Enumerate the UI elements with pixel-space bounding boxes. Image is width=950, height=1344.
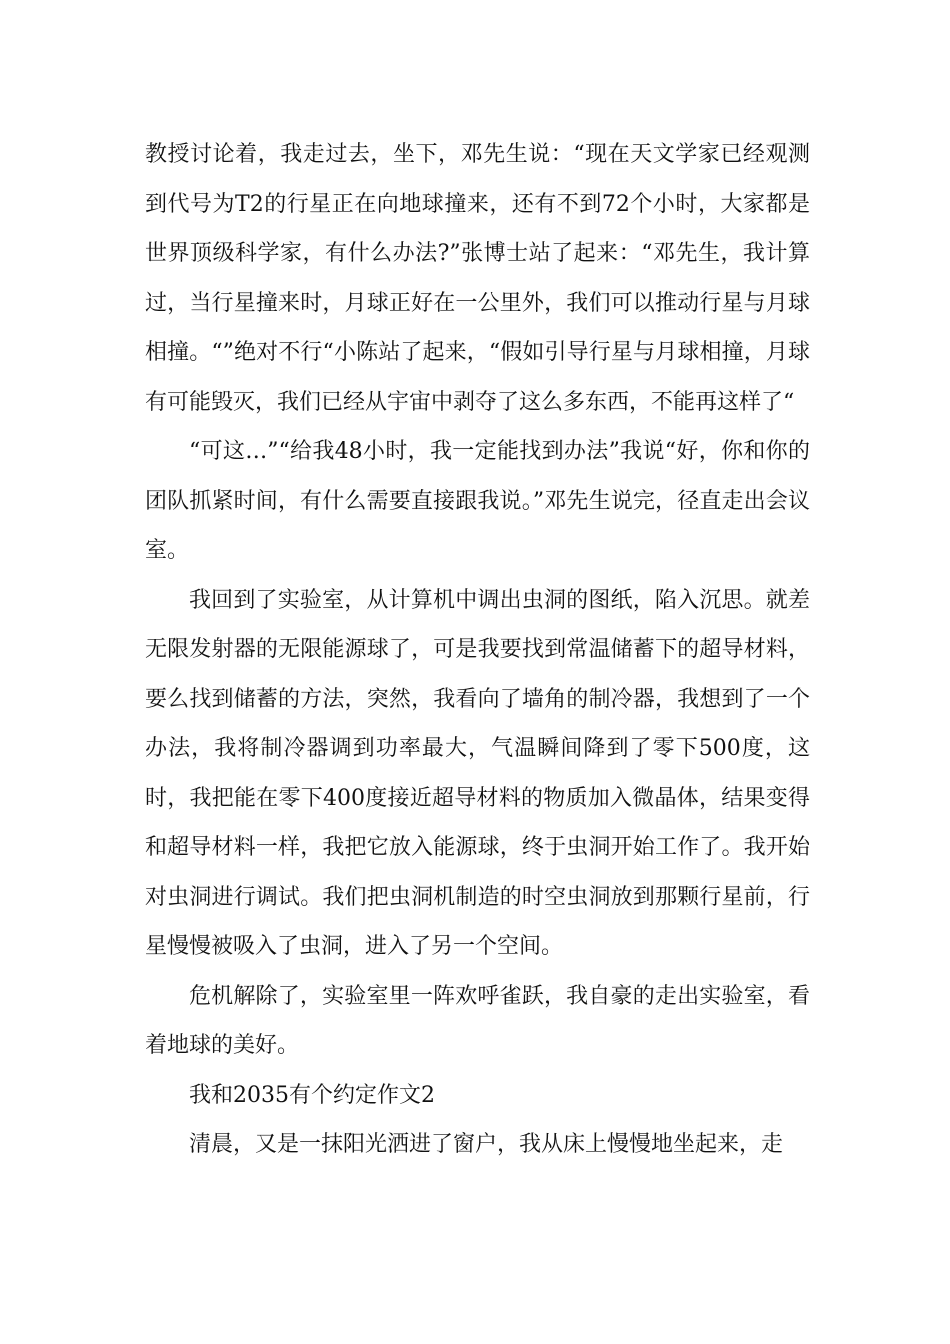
paragraph-3: 我回到了实验室，从计算机中调出虫洞的图纸，陷入沉思。就差无限发射器的无限能源球了，可是我要找到常温储蓄下的超导材料，要么找到储蓄的方法，突然，我看向了墙角的制冷器，我想到了一个办法，我将制冷器调到功率最大，气温瞬间降到了零下500度，这时，我把能在零下400度接近超导材料的物质加入微晶体，结果变得和超导材料一样，我把它放入能源球，终于虫洞开始工作了。我开始对虫洞进行调试。我们把虫洞机制造的时空虫洞放到那颗行星前，行星慢慢被吸入了虫洞，进入了另一个空间。 [145, 587, 810, 959]
paragraph-1: 教授讨论着，我走过去，坐下，邓先生说：“现在天文学家已经观测到代号为T2的行星正在向地球撞来，还有不到72个小时，大家都是世界顶级科学家，有什么办法?”张博士站了起来：“邓先生，我计算过，当行星撞来时，月球正好在一公里外，我们可以推动行星与月球相撞。“”绝对不行“小陈站了起来，“假如引导行星与月球相撞，月球有可能毁灭，我们已经从宇宙中剥夺了这么多东西，不能再这样了“ [145, 142, 810, 415]
paragraph-5: 清晨，又是一抹阳光洒进了窗户，我从床上慢慢地坐起来，走 [189, 1132, 784, 1157]
document-page [145, 130, 810, 1170]
paragraph-2: “可这…”“给我48小时，我一定能找到办法”我说“好，你和你的团队抓紧时间，有什么需要直接跟我说。”邓先生说完，径直走出会议室。 [145, 439, 810, 563]
section-heading: 我和2035有个约定作文2 [189, 1082, 435, 1108]
paragraph-4: 危机解除了，实验室里一阵欢呼雀跃，我自豪的走出实验室，看着地球的美好。 [145, 983, 810, 1058]
